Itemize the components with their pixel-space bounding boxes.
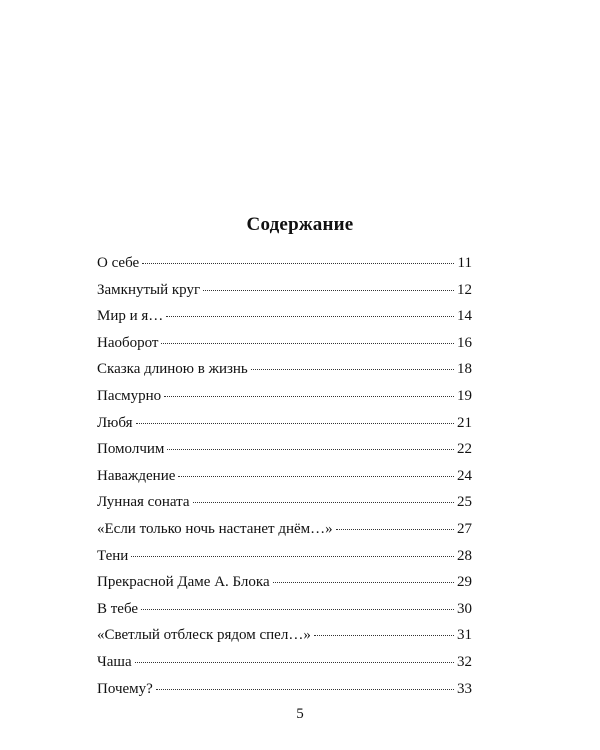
toc-entry-page: 21 [457,414,472,431]
dot-leader [136,423,454,424]
toc-entry-title: Помолчим [97,441,165,458]
dot-leader [161,343,454,344]
toc-entry-title: В тебе [97,600,139,617]
toc-entry [97,519,472,546]
toc-entry-page: 28 [457,547,472,564]
toc-entry-title: «Если только ночь настанет днём…» [97,520,333,537]
toc-entry-title: Любя [97,414,133,431]
dot-leader [166,316,454,317]
toc-entry-title: Тени [97,547,129,564]
toc-entry-title: Лунная соната [97,494,190,511]
toc-entry-title: «Светлый отблеск рядом спел…» [97,627,311,644]
toc-entry-title: Наваждение [97,467,176,484]
toc-entry [97,439,472,466]
dot-leader [314,635,454,636]
toc-entry [97,306,472,333]
toc-entry-page: 33 [457,680,472,697]
toc-entry-title: Мир и я… [97,308,164,325]
toc-entry [97,280,472,307]
toc-entry [97,333,472,360]
toc-entry [97,679,472,706]
dot-leader [251,369,454,370]
dot-leader [203,290,454,291]
toc-entry [97,652,472,679]
toc-entry [97,359,472,386]
toc-list [97,253,472,705]
dot-leader [336,529,454,530]
dot-leader [164,396,454,397]
toc-title: Содержание [246,214,354,235]
toc-entry-title: Замкнутый круг [97,281,201,298]
dot-leader [273,582,454,583]
toc-entry-page: 29 [457,574,472,591]
toc-entry-title: Пасмурно [97,387,162,404]
toc-entry [97,572,472,599]
toc-entry [97,253,472,280]
dot-leader [156,689,454,690]
toc-entry-page: 18 [457,361,472,378]
toc-entry-page: 32 [457,653,472,670]
toc-entry-title: Чаша [97,653,132,670]
dot-leader [178,476,454,477]
toc-entry [97,386,472,413]
toc-entry-page: 30 [457,600,472,617]
toc-entry-page: 31 [457,627,472,644]
toc-entry [97,413,472,440]
toc-entry [97,466,472,493]
toc-entry [97,625,472,652]
toc-entry-page: 22 [457,441,472,458]
dot-leader [142,263,454,264]
toc-entry-title: Сказка длиною в жизнь [97,361,248,378]
toc-entry [97,492,472,519]
toc-entry-page: 24 [457,467,472,484]
dot-leader [193,502,454,503]
toc-entry-title: Почему? [97,680,153,697]
toc-entry-title: Наоборот [97,334,159,351]
toc-entry-page: 27 [457,520,472,537]
toc-entry [97,546,472,573]
dot-leader [141,609,454,610]
dot-leader [135,662,454,663]
toc-entry-page: 19 [457,387,472,404]
toc-entry-page: 16 [457,334,472,351]
toc-entry-title: Прекрасной Даме А. Блока [97,574,270,591]
page-number: 5 [296,706,304,722]
toc-entry-page: 11 [457,255,472,271]
toc-entry-title: О себе [97,255,140,271]
toc-entry-page: 12 [457,281,472,298]
dot-leader [131,556,454,557]
toc-entry [97,599,472,626]
dot-leader [167,449,454,450]
toc-entry-page: 25 [457,494,472,511]
toc-entry-page: 14 [457,308,472,325]
